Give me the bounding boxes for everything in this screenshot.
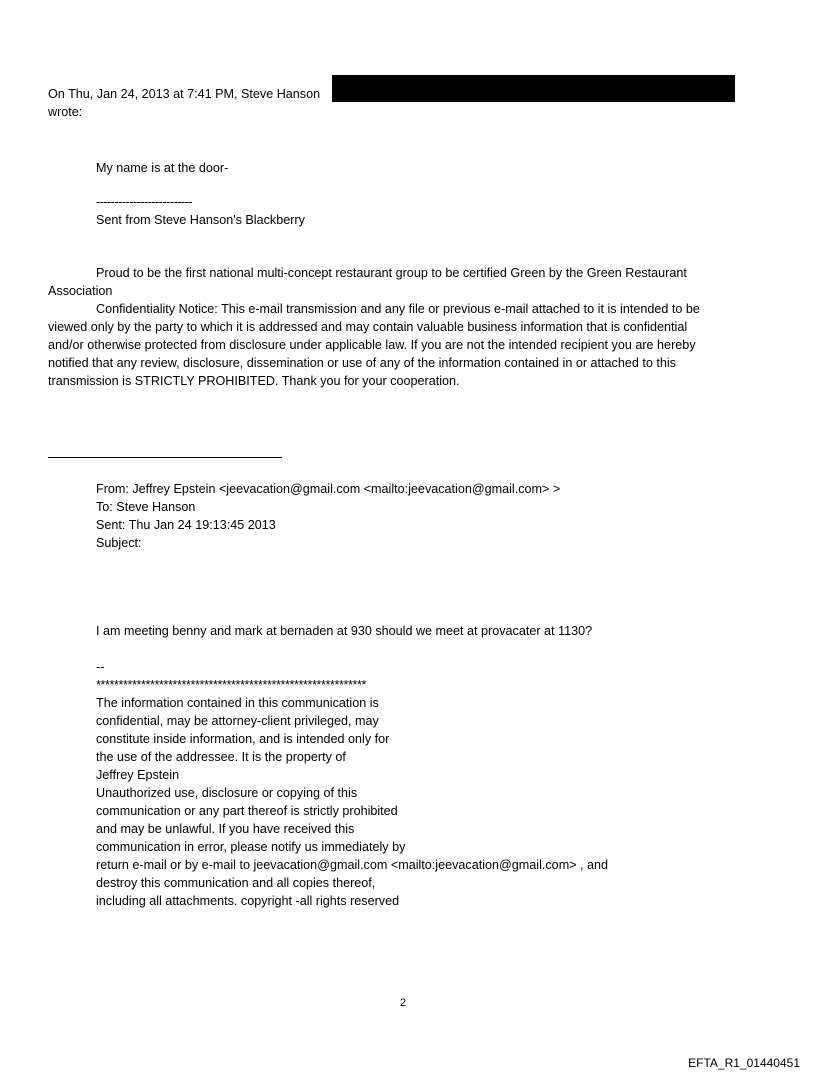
- disclaimer-line: Unauthorized use, disclosure or copying of this: [96, 786, 358, 800]
- disclaimer-line: communication in error, please notify us immediately by: [96, 840, 406, 854]
- confidentiality-line4: notified that any review, disclosure, dissemination or use of any of the information contained in or attached to this: [48, 356, 676, 370]
- separator-rule: [48, 457, 282, 458]
- confidentiality-line2: viewed only by the party to which it is addressed and may contain valuable business information that is confidential: [48, 320, 688, 334]
- original-sent: Sent: Thu Jan 24 19:13:45 2013: [96, 518, 276, 532]
- original-dashes: --: [96, 660, 105, 674]
- redaction-bar: [332, 75, 735, 102]
- original-from: From: Jeffrey Epstein <jeevacation@gmail.com <mailto:jeevacation@gmail.com> >: [96, 482, 561, 496]
- disclaimer-line: Jeffrey Epstein: [96, 768, 180, 782]
- disclaimer-line: constitute inside information, and is intended only for: [96, 732, 390, 746]
- disclaimer-line: communication or any part thereof is strictly prohibited: [96, 804, 398, 818]
- disclaimer-line: The information contained in this communication is: [96, 696, 379, 710]
- original-subject: Subject:: [96, 536, 142, 550]
- star-divider: ************************************************************: [96, 678, 367, 692]
- original-to: To: Steve Hanson: [96, 500, 196, 514]
- disclaimer-line: and may be unlawful. If you have received this: [96, 822, 355, 836]
- confidentiality-line3: and/or otherwise protected from disclosure under applicable law. If you are not the intended recipient you are hereby: [48, 338, 696, 352]
- quote-header-wrote: wrote:: [48, 105, 83, 119]
- green-notice-line2: Association: [48, 284, 113, 298]
- disclaimer-block: [96, 694, 608, 910]
- disclaimer-line: confidential, may be attorney-client privileged, may: [96, 714, 379, 728]
- disclaimer-line: including all attachments. copyright -all rights reserved: [96, 894, 400, 908]
- reply-body: My name is at the door-: [96, 161, 229, 175]
- signature-text: Sent from Steve Hanson's Blackberry: [96, 213, 305, 227]
- disclaimer-line: destroy this communication and all copies thereof,: [96, 876, 376, 890]
- disclaimer-line: return e-mail or by e-mail to jeevacation@gmail.com <mailto:jeevacation@gmail.com> , and: [96, 858, 609, 872]
- bates-number: EFTA_R1_01440451: [688, 1056, 800, 1070]
- page-number: 2: [400, 997, 407, 1009]
- disclaimer-line: the use of the addressee. It is the property of: [96, 750, 346, 764]
- confidentiality-line5: transmission is STRICTLY PROHIBITED. Thank you for your cooperation.: [48, 374, 460, 388]
- green-notice-line1: Proud to be the first national multi-concept restaurant group to be certified Green by the Green Restaurant: [96, 266, 687, 280]
- quote-header-line: On Thu, Jan 24, 2013 at 7:41 PM, Steve Hanson: [48, 87, 321, 101]
- confidentiality-line1: Confidentiality Notice: This e-mail transmission and any file or previous e-mail attached to it is intended to be: [96, 302, 700, 316]
- original-body: I am meeting benny and mark at bernaden at 930 should we meet at provacater at 1130?: [96, 624, 593, 638]
- signature-divider: --------------------------: [96, 195, 193, 209]
